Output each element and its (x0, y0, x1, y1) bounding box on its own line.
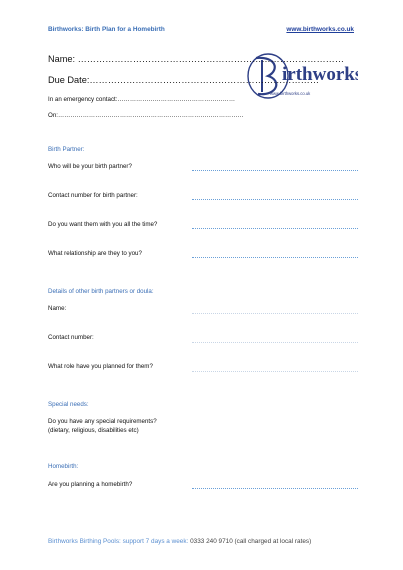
answer-line-partner-contact[interactable] (192, 199, 358, 200)
footer-phone: 0333 240 9710 (call charged at local rates) (190, 538, 312, 545)
answer-line-other-contact[interactable] (192, 342, 358, 343)
website-link[interactable]: www.birthworks.co.uk (286, 26, 354, 33)
special-requirements-examples: (dietary, religious, disabilities etc) (48, 427, 139, 434)
question-other-contact: Contact number: (48, 334, 94, 341)
homebirth-heading: Homebirth: (48, 463, 79, 470)
special-needs-heading: Special needs: (48, 401, 89, 408)
document-title: Birthworks: Birth Plan for a Homebirth (48, 26, 165, 33)
answer-line-all-the-time[interactable] (192, 228, 358, 229)
question-all-the-time: Do you want them with you all the time? (48, 221, 158, 228)
name-field[interactable]: Name: …………………………………………………………………………… (48, 54, 345, 64)
question-other-name: Name: (48, 305, 67, 312)
footer-brand: Birthworks Birthing Pools: (48, 538, 121, 545)
answer-line-homebirth[interactable] (192, 488, 358, 489)
question-other-role: What role have you planned for them? (48, 363, 153, 370)
question-homebirth: Are you planning a homebirth? (48, 481, 133, 488)
answer-line-other-name[interactable] (192, 313, 358, 314)
footer-support: support 7 days a week: (122, 538, 189, 545)
on-field[interactable]: On:……………………………………………………………………………… (48, 112, 244, 119)
emergency-contact-field[interactable]: In an emergency contact:………………………………………………… (48, 96, 236, 103)
birth-partner-heading: Birth Partner: (48, 146, 85, 153)
question-relationship: What relationship are they to you? (48, 250, 142, 257)
other-partners-heading: Details of other birth partners or doula: (48, 288, 154, 295)
logo-word: irthworks (282, 64, 358, 85)
question-special-requirements: Do you have any special requirements? (48, 418, 157, 425)
answer-line-birth-partner[interactable] (192, 170, 358, 171)
logo-tagline: www.birthworks.co.uk (270, 91, 311, 96)
answer-line-other-role[interactable] (192, 371, 358, 372)
question-birth-partner: Who will be your birth partner? (48, 163, 132, 170)
question-partner-contact: Contact number for birth partner: (48, 192, 138, 199)
footer (48, 538, 311, 545)
due-date-field[interactable]: Due Date:………………………………………………………………… (48, 75, 320, 85)
answer-line-relationship[interactable] (192, 257, 358, 258)
